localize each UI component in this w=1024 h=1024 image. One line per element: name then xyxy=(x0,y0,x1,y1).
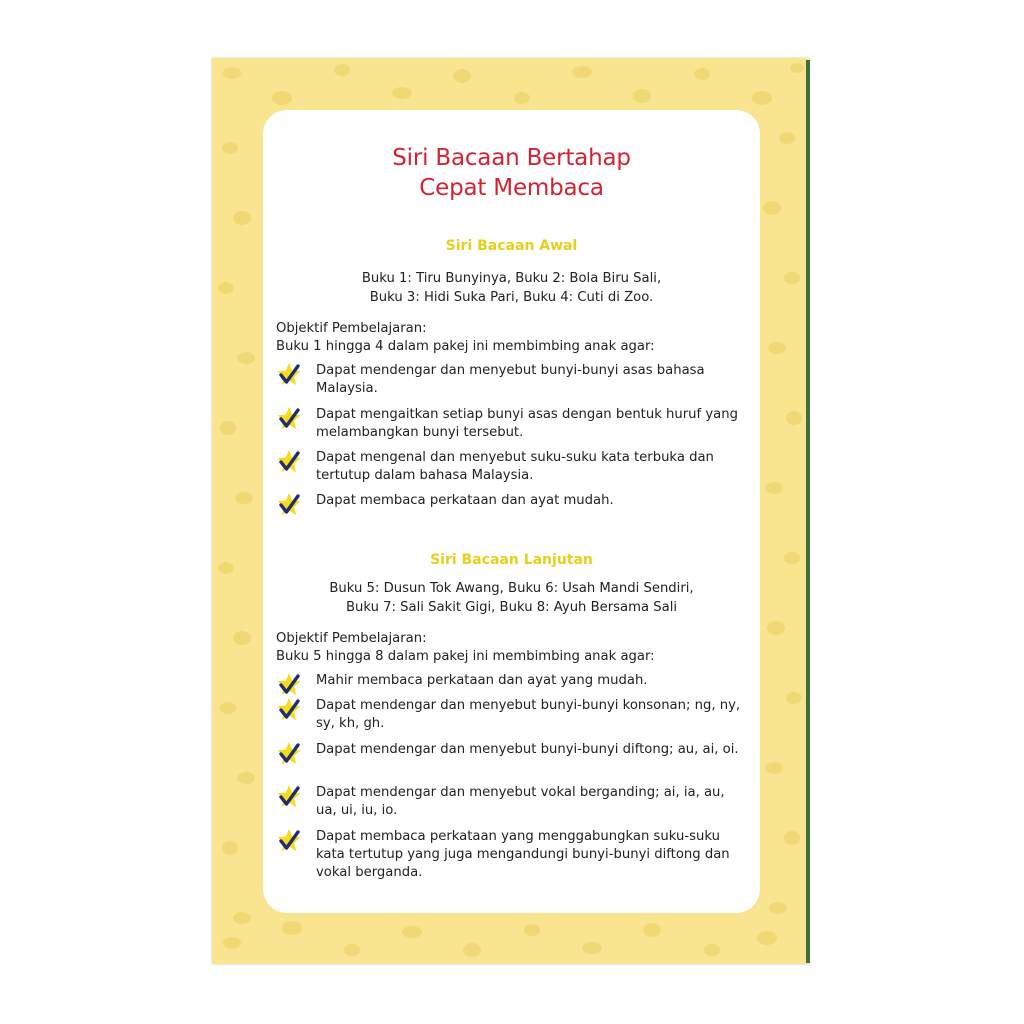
star-check-icon xyxy=(276,492,302,518)
objective-item-text: Dapat membaca perkataan dan ayat mudah. xyxy=(316,493,614,508)
star-check-icon xyxy=(276,784,302,810)
star-check-icon xyxy=(276,449,302,475)
star-check-icon xyxy=(276,697,302,723)
page-spine-edge xyxy=(806,60,810,963)
section-heading-awal: Siri Bacaan Awal xyxy=(445,238,578,254)
objective-item-text: Dapat membaca perkataan yang menggabungkan suku-suku kata tertutup yang juga mengandungi bunyi-bunyi diftong dan vokal berganda. xyxy=(316,829,730,880)
objective-intro: Buku 5 hingga 8 dalam pakej ini membimbing anak agar: xyxy=(276,649,655,664)
title-line-1: Siri Bacaan Bertahap xyxy=(392,145,631,171)
star-check-icon xyxy=(276,672,302,698)
books-list-line-2: Buku 7: Sali Sakit Gigi, Buku 8: Ayuh Bersama Sali xyxy=(345,600,678,615)
section-heading-lanjutan: Siri Bacaan Lanjutan xyxy=(430,552,593,568)
objective-item-text: Mahir membaca perkataan dan ayat yang mudah. xyxy=(316,673,648,688)
objective-intro: Buku 1 hingga 4 dalam pakej ini membimbing anak agar: xyxy=(276,339,655,354)
star-check-icon xyxy=(276,362,302,388)
star-check-icon xyxy=(276,406,302,432)
star-check-icon xyxy=(276,828,302,854)
objective-label: Objektif Pembelajaran: xyxy=(276,631,427,646)
objective-item-text: Dapat mendengar dan menyebut bunyi-bunyi diftong; au, ai, oi. xyxy=(316,742,739,757)
objective-item-text: Dapat mendengar dan menyebut bunyi-bunyi asas bahasa Malaysia. xyxy=(316,363,705,396)
objective-item-text: Dapat mendengar dan menyebut bunyi-bunyi konsonan; ng, ny, sy, kh, gh. xyxy=(316,698,741,731)
objective-item-text: Dapat mengaitkan setiap bunyi asas dengan bentuk huruf yang melambangkan bunyi tersebut. xyxy=(316,407,738,440)
title-line-2: Cepat Membaca xyxy=(419,175,604,201)
objective-label: Objektif Pembelajaran: xyxy=(276,321,427,336)
books-list-line-1: Buku 1: Tiru Bunyinya, Buku 2: Bola Biru Sali, xyxy=(361,271,662,286)
books-list-line-1: Buku 5: Dusun Tok Awang, Buku 6: Usah Mandi Sendiri, xyxy=(329,581,694,596)
objective-item-text: Dapat mendengar dan menyebut vokal berganding; ai, ia, au, ua, ui, iu, io. xyxy=(316,785,725,818)
objective-item-text: Dapat mengenal dan menyebut suku-suku kata terbuka dan tertutup dalam bahasa Malaysia. xyxy=(316,450,714,483)
star-check-icon xyxy=(276,741,302,767)
books-list-line-2: Buku 3: Hidi Suka Pari, Buku 4: Cuti di Zoo. xyxy=(369,290,654,305)
